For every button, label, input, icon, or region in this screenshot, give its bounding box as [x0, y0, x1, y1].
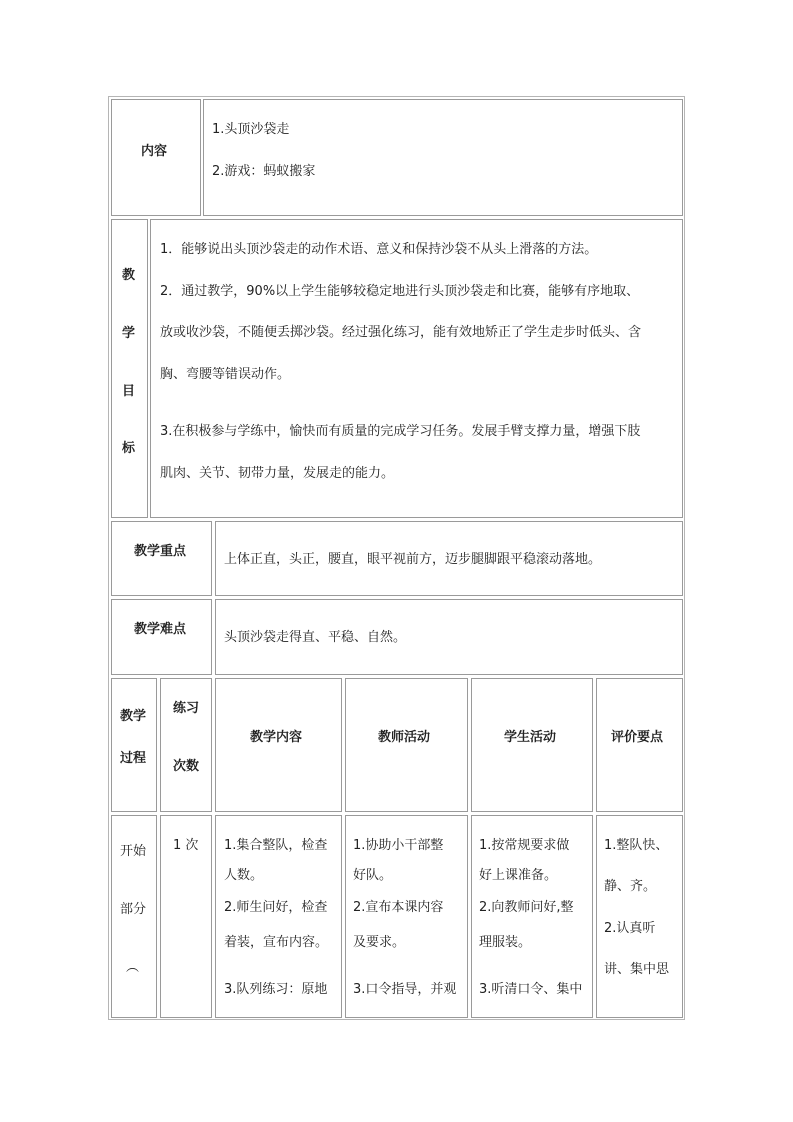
objective-line: 放或收沙袋，不随便丢掷沙袋。经过强化练习，能有效地矫正了学生走步时低头、含 — [160, 325, 642, 340]
process-header-label: 评价要点 — [611, 730, 664, 745]
phase-label: ︵ — [126, 960, 140, 975]
objectives-label-cell — [111, 219, 148, 518]
teaching-content-line: 人数。 — [224, 868, 264, 883]
student-activity-line: 2.向教师问好,整 — [479, 900, 574, 915]
student-activity-line: 3.听清口令、集中 — [479, 982, 583, 997]
phase-label: 开始 — [120, 844, 147, 859]
process-header-label: 教师活动 — [378, 730, 431, 745]
teacher-activity-line: 好队。 — [353, 868, 393, 883]
process-header-label: 学生活动 — [504, 730, 557, 745]
process-header-cell — [160, 678, 212, 812]
objective-line: 胸、弯腰等错误动作。 — [160, 367, 291, 382]
evaluation-line: 1.整队快、 — [604, 838, 669, 853]
content-value-cell — [203, 99, 683, 216]
practice-times: 1 次 — [173, 838, 199, 853]
objectives-label-char: 目 — [122, 384, 136, 399]
key-point-label: 教学重点 — [134, 544, 187, 559]
teacher-activity-line: 及要求。 — [353, 935, 406, 950]
teaching-content-line: 2.师生问好，检查 — [224, 900, 328, 915]
process-header-label: 次数 — [173, 759, 200, 774]
process-header-label: 过程 — [120, 751, 147, 766]
student-activity-line: 理服装。 — [479, 935, 532, 950]
objective-line: 2．通过教学，90%以上学生能够较稳定地进行头顶沙袋走和比赛，能够有序地取、 — [160, 284, 640, 299]
process-header-label: 教学 — [120, 709, 147, 724]
process-header-label: 教学内容 — [250, 730, 303, 745]
teaching-content-line: 着装，宣布内容。 — [224, 935, 329, 950]
objectives-label-char: 学 — [122, 326, 136, 341]
evaluation-line: 静、齐。 — [604, 879, 657, 894]
difficulty-text: 头顶沙袋走得直、平稳、自然。 — [224, 630, 407, 645]
teacher-activity-line: 2.宣布本课内容 — [353, 900, 444, 915]
content-label: 内容 — [141, 144, 168, 159]
teaching-content-line: 3.队列练习：原地 — [224, 982, 328, 997]
content-item: 1.头顶沙袋走 — [212, 122, 290, 137]
evaluation-line: 讲、集中思 — [604, 962, 670, 977]
teaching-content-line: 1.集合整队，检查 — [224, 838, 328, 853]
key-point-text: 上体正直，头正，腰直，眼平视前方，迈步腿脚跟平稳滚动落地。 — [224, 552, 602, 567]
objective-line: 3.在积极参与学练中，愉快而有质量的完成学习任务。发展手臂支撑力量，增强下肢 — [160, 424, 641, 439]
content-item: 2.游戏：蚂蚁搬家 — [212, 164, 316, 179]
objectives-label-char: 标 — [122, 441, 136, 456]
evaluation-line: 2.认真听 — [604, 921, 656, 936]
process-header-label: 练习 — [173, 701, 200, 716]
student-activity-line: 好上课准备。 — [479, 868, 558, 883]
objective-line: 1．能够说出头顶沙袋走的动作术语、意义和保持沙袋不从头上滑落的方法。 — [160, 242, 598, 257]
teacher-activity-line: 1.协助小干部整 — [353, 838, 444, 853]
student-activity-line: 1.按常规要求做 — [479, 838, 570, 853]
objective-line: 肌肉、关节、韧带力量，发展走的能力。 — [160, 466, 395, 481]
phase-label: 部分 — [120, 902, 147, 917]
teacher-activity-line: 3.口令指导，并观 — [353, 982, 457, 997]
process-header-cell — [111, 678, 157, 812]
difficulty-label: 教学难点 — [134, 622, 187, 637]
objectives-label-char: 教 — [122, 268, 136, 283]
